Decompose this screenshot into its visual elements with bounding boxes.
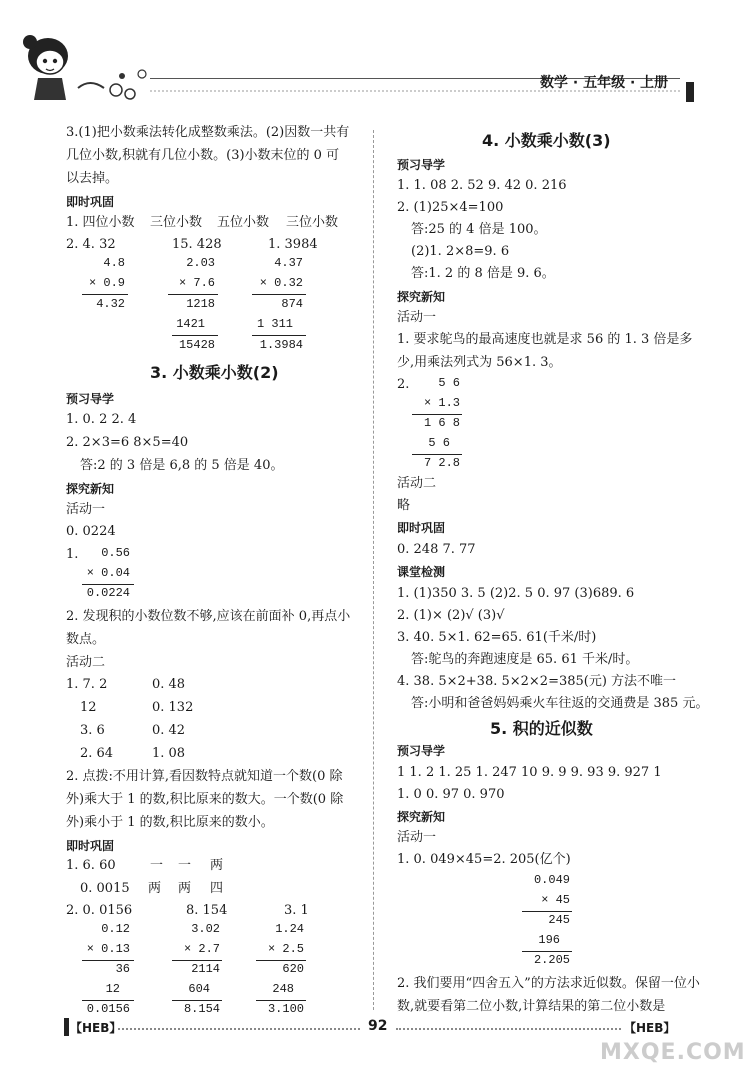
q1-b: 三位小数 [150,215,203,230]
section3-title: 3. 小数乘小数(2) [150,363,279,382]
s4-r3: 答:25 的 4 倍是 100。 [411,222,547,237]
q1-a: 1. 四位小数 [66,215,135,230]
calcH-a: 5 6 [438,376,460,390]
header-subject: 数学 · 五年级 · 上册 [540,75,669,91]
calcH-label: 2. [397,377,410,392]
q2-b: 15. 428 [172,237,222,252]
s5-a2-line2: 数,就要看第二位小数,计算结果的第二位小数是 [397,999,666,1014]
calcC-result: 1.3984 [259,338,303,352]
calcE-a: 0.12 [101,922,130,936]
h2row4-b: 1. 08 [152,746,186,761]
calcG-a: 1.24 [275,922,304,936]
mascot-illustration [18,28,158,108]
jishi-heading: 即时巩固 [66,195,115,209]
calcA-result: 4.32 [96,297,125,311]
footer-left-dots [118,1028,360,1030]
left-p3-line1: 3.(1)把小数乘法转化成整数乘法。(2)因数一共有 [66,125,350,140]
calcE-b: × 0.13 [86,942,130,956]
calcI-rule1 [522,911,572,912]
dianbo-line2: 外)乘大于 1 的数,积比原来的数大。一个数(0 除 [66,792,344,807]
left-p3-line2: 几位小数,积就有几位小数。(3)小数末位的 0 可 [66,148,340,163]
calcC-p1: 874 [281,297,303,311]
calcB-p2: 1421 [176,317,205,331]
calcF-a: 3.02 [191,922,220,936]
calcB-b: × 7.6 [178,276,215,290]
calcE-p1: 36 [115,962,130,976]
calcA-b: × 0.9 [88,276,125,290]
section5-title: 5. 积的近似数 [490,719,593,738]
j2-c: 3. 1 [284,903,309,918]
calcE-p2: 12 [105,982,120,996]
s3-line2: 2. 2×3=6 8×5=40 [66,435,189,450]
dianbo-line1: 2. 点拨:不用计算,看因数特点就知道一个数(0 除 [66,769,343,784]
calcF-b: × 2.7 [183,942,220,956]
s3-huodong1: 活动一 [66,502,106,517]
q2-c: 1. 3984 [268,237,318,252]
calcC-b: × 0.32 [259,276,303,290]
calcH-p1: 1 6 8 [423,416,460,430]
h2row2-b: 0. 132 [152,700,194,715]
s3-yuxi-heading: 预习导学 [66,392,115,406]
s4-k3a: 答:鸵鸟的奔跑速度是 65. 61 千米/时。 [411,652,639,667]
s5-a1: 1. 0. 049×45=2. 205(亿个) [397,852,571,867]
section4-title: 4. 小数乘小数(3) [482,131,611,150]
footer-left-tag: 【HEB】 [70,1021,122,1035]
s3-huodong2: 活动二 [66,655,106,670]
s3-v0224: 0. 0224 [66,524,116,539]
j2-a: 2. 0. 0156 [66,903,133,918]
j1b-c: 两 [178,881,192,896]
calcH-result: 7 2.8 [423,456,460,470]
s4-k4: 4. 38. 5×2+38. 5×2×2=385(元) 方法不唯一 [397,674,677,689]
calcI-result: 2.205 [533,953,570,967]
calcF-rule2 [172,1000,222,1001]
s4-lue: 略 [397,498,411,513]
s4-r4: (2)1. 2×8=9. 6 [411,244,510,259]
s4-k3: 3. 40. 5×1. 62=65. 61(千米/时) [397,630,597,645]
calcI-rule2 [522,951,572,952]
calcC-a: 4.37 [274,256,303,270]
h2row1-b: 0. 48 [152,677,186,692]
calcB-result: 15428 [178,338,215,352]
calcC-p2: 1 311 [256,317,293,331]
calcH-rule1 [412,414,462,415]
calcG-rule2 [256,1000,306,1001]
q2text-line2: 数点。 [66,632,106,647]
q1-c: 五位小数 [217,215,270,230]
calcB-rule2 [172,335,218,336]
q2-a: 2. 4. 32 [66,237,116,252]
j1b-a: 0. 0015 [80,881,130,896]
s3-tanjiu-heading: 探究新知 [66,482,115,496]
s4-k4a: 答:小明和爸爸妈妈乘火车往返的交通费是 385 元。 [411,696,709,711]
calcG-result: 3.100 [267,1002,304,1016]
watermark: MXQE.COM [600,1040,746,1065]
calcC-rule2 [252,335,306,336]
calcE-rule1 [82,960,134,961]
j2-b: 8. 154 [186,903,228,918]
calcH-p2: 5 6 [428,436,450,450]
s4-huodong1: 活动一 [397,310,437,325]
calcH-rule2 [412,454,462,455]
calcF-result: 8.154 [183,1002,220,1016]
s4-ketang-heading: 课堂检测 [397,565,446,579]
footer-right-tag: 【HEB】 [624,1021,676,1035]
s4-k2: 2. (1)× (2)√ (3)√ [397,608,505,623]
h2row3-a: 3. 6 [80,723,105,738]
calcE-result: 0.0156 [86,1002,130,1016]
h2row1-a: 1. 7. 2 [66,677,108,692]
j1b-b: 两 [148,881,162,896]
footer-right-dots [396,1028,621,1030]
calcF-rule1 [172,960,222,961]
dianbo-line3: 外)乘小于 1 的数,积比原来的数小。 [66,815,274,830]
calcC-rule1 [252,294,306,295]
calcA-a: 4.8 [103,256,125,270]
s5-huodong1: 活动一 [397,830,437,845]
calcI-p2: 196 [538,933,560,947]
s4-jishi-heading: 即时巩固 [397,521,446,535]
footer-left-marker-icon [64,1018,69,1036]
s4-r6-line2: 少,用乘法列式为 56×1. 3。 [397,355,562,370]
calcB-a: 2.03 [186,256,215,270]
s4-r5: 答:1. 2 的 8 倍是 9. 6。 [411,266,555,281]
calcD-a: 0.56 [101,546,130,560]
s4-yuxi-heading: 预习导学 [397,158,446,172]
calcF-p2: 604 [188,982,210,996]
h2row3-b: 0. 42 [152,723,186,738]
j1b-d: 四 [210,881,224,896]
h2row2-a: 12 [80,700,97,715]
calcH-b: × 1.3 [423,396,460,410]
s4-r7: 0. 248 7. 77 [397,542,476,557]
s4-huodong2: 活动二 [397,476,437,491]
q1-d: 三位小数 [286,215,339,230]
calcD-b: × 0.04 [86,566,130,580]
calcF-p1: 2114 [191,962,220,976]
page-number: 92 [368,1018,388,1034]
column-divider [373,130,374,1010]
left-p3-line3: 以去掉。 [66,171,119,186]
s5-y1: 1 1. 2 1. 25 1. 247 10 9. 9 9. 93 9. 927 1 [397,765,662,780]
calcG-p1: 620 [282,962,304,976]
j1-a: 1. 6. 60 [66,858,116,873]
s5-y2: 1. 0 0. 97 0. 970 [397,787,505,802]
s3-jishi-heading: 即时巩固 [66,839,115,853]
calcB-p1: 1218 [186,297,215,311]
calcG-b: × 2.5 [267,942,304,956]
calcB-rule1 [168,294,218,295]
calcD-result: 0.0224 [86,586,130,600]
s3-line3: 答:2 的 3 倍是 6,8 的 5 倍是 40。 [80,458,284,473]
s3-line1: 1. 0. 2 2. 4 [66,412,137,427]
header-marker-icon [686,82,694,102]
calcI-b: × 45 [541,893,570,907]
h2row4-a: 2. 64 [80,746,114,761]
s5-yuxi-heading: 预习导学 [397,744,446,758]
calcE-rule2 [82,1000,134,1001]
calcI-p1: 245 [548,913,570,927]
calcG-rule1 [256,960,306,961]
calcA-rule [82,294,128,295]
s5-a2-line1: 2. 我们要用“四舍五入”的方法求近似数。保留一位小 [397,976,700,991]
calcD-label: 1. [66,547,79,562]
j1-b: 一 [150,858,164,873]
calcI-a: 0.049 [533,873,570,887]
s4-k1: 1. (1)350 3. 5 (2)2. 5 0. 97 (3)689. 6 [397,586,635,601]
s5-tanjiu-heading: 探究新知 [397,810,446,824]
q2text-line1: 2. 发现积的小数位数不够,应该在前面补 0,再点小 [66,609,351,624]
j1-c: 一 [178,858,192,873]
j1-d: 两 [210,858,224,873]
s4-r1: 1. 1. 08 2. 52 9. 42 0. 216 [397,178,567,193]
s4-r6-line1: 1. 要求鸵鸟的最高速度也就是求 56 的 1. 3 倍是多 [397,332,693,347]
calcD-rule [82,584,134,585]
s4-tanjiu-heading: 探究新知 [397,290,446,304]
calcG-p2: 248 [272,982,294,996]
s4-r2: 2. (1)25×4=100 [397,200,504,215]
